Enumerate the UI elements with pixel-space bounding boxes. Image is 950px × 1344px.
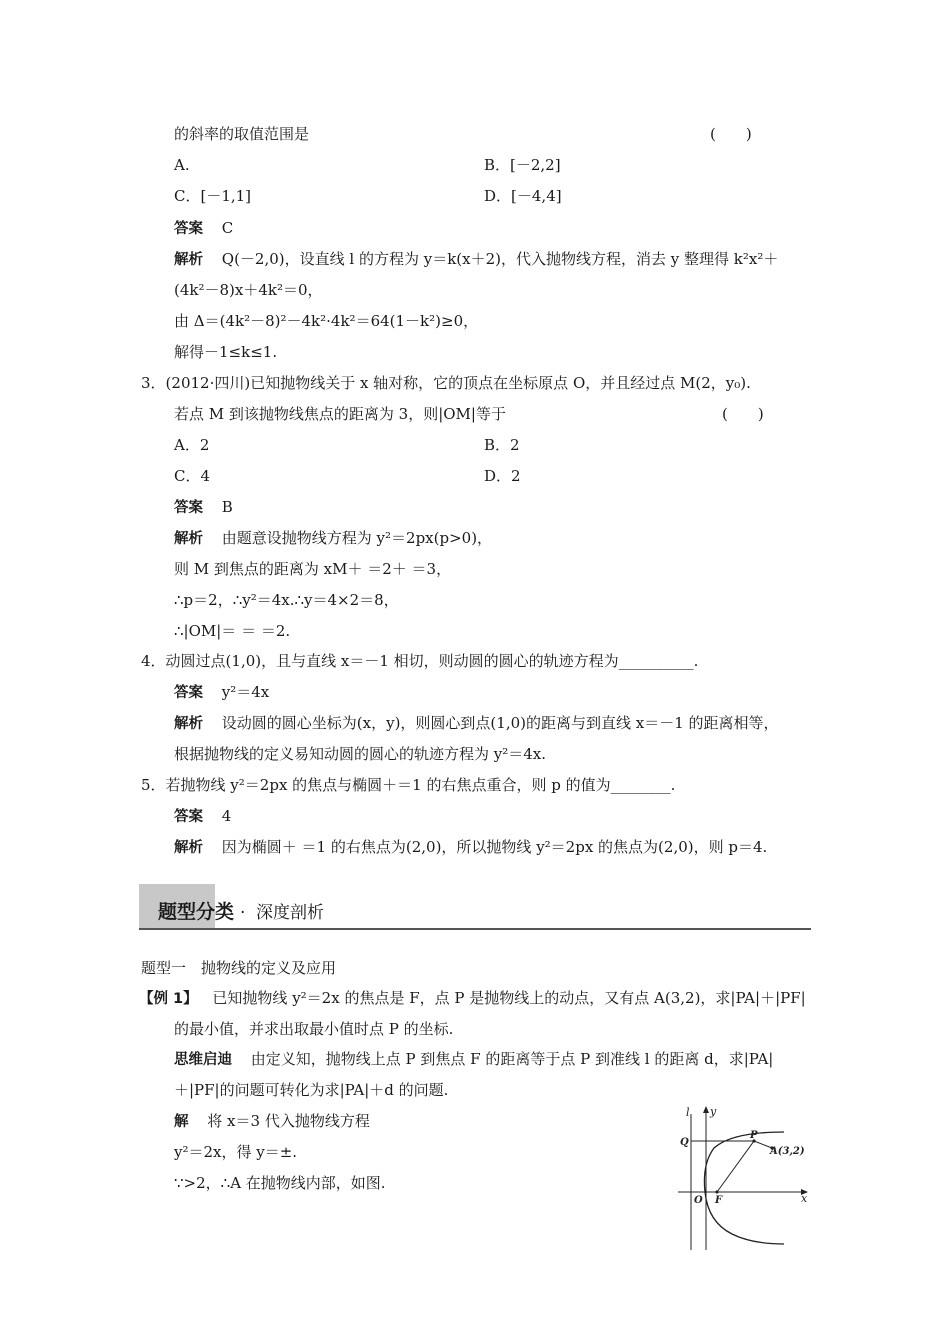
solution-row-1 — [174, 1111, 370, 1132]
q4-analysis-1: 设动圆的圆心坐标为(x，y)，则圆心到点(1,0)的距离与到直线 x＝－1 的距离相等， — [221, 714, 779, 732]
q2-answer-row — [174, 218, 233, 239]
example1-row-1 — [139, 988, 806, 1009]
q2-option-a: A. — [174, 156, 190, 174]
q3-option-a: A．2 — [174, 436, 210, 454]
q4-answer-label: 答案 — [174, 685, 203, 701]
q5-analysis-label: 解析 — [174, 840, 203, 856]
q2-option-b: B．[－2,2] — [484, 156, 561, 174]
q2-analysis-4: 解得－1≤k≤1. — [174, 343, 278, 361]
label-p: P — [750, 1130, 758, 1141]
hint-text-1: 由定义知，抛物线上点 P 到焦点 F 的距离等于点 P 到准线 l 的距离 d，求|PA| — [250, 1050, 774, 1068]
q3-analysis-1: 由题意设抛物线方程为 y²＝2px(p>0)， — [221, 529, 493, 547]
q3-answer: B — [221, 498, 233, 516]
section-title: 题型分类 — [158, 901, 235, 923]
q4-stem: 4．动圆过点(1,0)，且与直线 x＝－1 相切，则动圆的圆心的轨迹方程为__________. — [141, 652, 699, 670]
q3-analysis-label: 解析 — [174, 531, 203, 547]
q5-stem: 5．若抛物线 y²＝2px 的焦点与椭圆＋＝1 的右焦点重合，则 p 的值为________. — [141, 776, 676, 794]
label-y: y — [710, 1105, 717, 1118]
q3-answer-row — [174, 497, 233, 518]
hint-label: 思维启迪 — [174, 1052, 232, 1068]
segment-pf — [717, 1141, 754, 1192]
q2-analysis-2: (4k²－8)x＋4k²＝0， — [174, 281, 323, 299]
label-f: F — [715, 1195, 723, 1206]
solution-text-3: ∵>2，∴A 在抛物线内部，如图. — [174, 1174, 386, 1192]
q3-answer-blank: ( ) — [722, 405, 764, 423]
q2-option-c: C．[－1,1] — [174, 187, 252, 205]
q3-option-b: B．2 — [484, 436, 520, 454]
parabola-figure — [672, 1104, 817, 1252]
q2-analysis-row-1 — [174, 249, 778, 270]
q2-answer: C — [221, 219, 234, 237]
q2-option-d: D．[－4,4] — [484, 187, 562, 205]
hint-text-2: ＋|PF|的问题可转化为求|PA|＋d 的问题. — [174, 1081, 449, 1099]
point-f — [715, 1190, 718, 1193]
section-dot: · — [240, 903, 246, 923]
example1-label: 【例 1】 — [139, 991, 198, 1007]
q5-answer-row — [174, 806, 231, 827]
q4-analysis-2: 根据抛物线的定义易知动圆的圆心的轨迹方程为 y²＝4x. — [174, 745, 547, 763]
q4-analysis-label: 解析 — [174, 716, 203, 732]
q2-answer-label: 答案 — [174, 221, 203, 237]
section-divider — [139, 928, 811, 930]
q5-answer: 4 — [221, 807, 232, 825]
label-l: l — [686, 1106, 690, 1119]
q3-analysis-row-1 — [174, 528, 492, 549]
q3-option-d: D．2 — [484, 467, 521, 485]
q4-analysis-row-1 — [174, 713, 779, 734]
label-a: A(3,2) — [770, 1146, 805, 1157]
example1-text-1: 已知抛物线 y²＝2x 的焦点是 F，点 P 是抛物线上的动点，又有点 A(3,2)，求|PA|＋|PF| — [212, 989, 806, 1007]
q4-answer: y²＝4x — [221, 683, 270, 701]
solution-label: 解 — [174, 1114, 189, 1130]
q2-analysis-label: 解析 — [174, 252, 203, 268]
solution-text-2: y²＝2x，得 y＝±. — [174, 1143, 298, 1161]
q3-analysis-4: ∴|OM|＝ ＝ ＝2. — [174, 622, 291, 640]
y-axis-arrow — [703, 1106, 709, 1113]
hint-row-1 — [174, 1049, 773, 1070]
q5-analysis-row-1 — [174, 837, 767, 858]
label-x: x — [801, 1192, 808, 1205]
label-q: Q — [680, 1137, 689, 1148]
example1-text-2: 的最小值，并求出取最小值时点 P 的坐标. — [174, 1020, 454, 1038]
section-subtitle: 深度剖析 — [256, 903, 324, 923]
q2-answer-blank: ( ) — [710, 125, 752, 143]
q3-stem-2: 若点 M 到该抛物线焦点的距离为 3，则|OM|等于 — [174, 405, 506, 423]
q3-stem-1: 3．(2012·四川)已知抛物线关于 x 轴对称，它的顶点在坐标原点 O，并且经过点 M(2，y₀). — [141, 374, 751, 392]
type1-heading: 题型一 抛物线的定义及应用 — [141, 959, 337, 977]
q3-analysis-2: 则 M 到焦点的距离为 xM＋ ＝2＋ ＝3， — [174, 560, 452, 578]
label-o: O — [694, 1195, 703, 1206]
q3-option-c: C．4 — [174, 467, 211, 485]
q5-analysis-1: 因为椭圆＋ ＝1 的右焦点为(2,0)，所以抛物线 y²＝2px 的焦点为(2,0)，则 p＝4. — [221, 838, 768, 856]
q3-answer-label: 答案 — [174, 500, 203, 516]
q2-analysis-1: Q(－2,0)，设直线 l 的方程为 y＝k(x＋2)，代入抛物线方程，消去 y 整理得 k²x²＋ — [221, 250, 779, 268]
q2-analysis-3: 由 Δ＝(4k²－8)²－4k²·4k²＝64(1－k²)≥0， — [174, 312, 479, 330]
q2-stem-tail: 的斜率的取值范围是 — [174, 125, 310, 143]
solution-text-1: 将 x＝3 代入抛物线方程 — [207, 1112, 370, 1130]
q4-answer-row — [174, 682, 269, 703]
q3-analysis-3: ∴p＝2，∴y²＝4x.∴y＝4×2＝8， — [174, 591, 399, 609]
q5-answer-label: 答案 — [174, 809, 203, 825]
